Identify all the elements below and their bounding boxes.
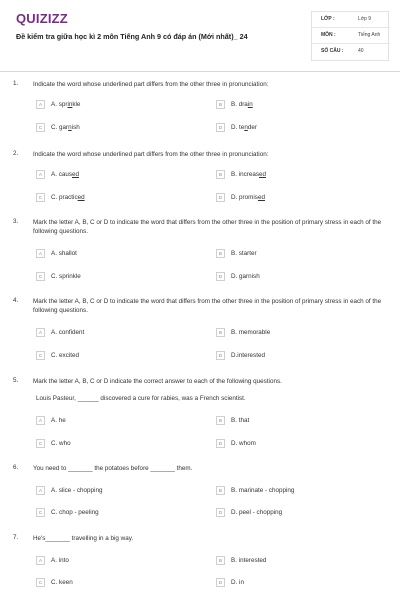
option-label: A. slice - chopping xyxy=(51,486,103,494)
option-label: A. shallot xyxy=(51,249,77,257)
option-label: B. increased xyxy=(231,170,267,178)
meta-value: 40 xyxy=(358,48,364,54)
option-letter-box: B xyxy=(216,416,225,425)
option-c[interactable] xyxy=(36,576,73,588)
option-letter-box: D xyxy=(216,123,225,132)
option-label: D. promised xyxy=(231,193,265,201)
option-label: A. confident xyxy=(51,328,85,336)
option-a[interactable] xyxy=(36,484,102,496)
meta-value: Tiếng Anh xyxy=(358,32,381,38)
option-label: A. caused xyxy=(51,170,80,178)
option-d[interactable] xyxy=(216,270,260,282)
option-c[interactable] xyxy=(36,191,85,203)
option-b[interactable] xyxy=(216,326,270,338)
option-c[interactable] xyxy=(36,506,99,518)
option-letter-box: A xyxy=(36,100,45,109)
option-letter-box: D xyxy=(216,439,225,448)
option-c[interactable] xyxy=(36,437,71,449)
meta-key: SỐ CÂU : xyxy=(321,48,344,54)
option-d[interactable] xyxy=(216,121,257,133)
option-c[interactable] xyxy=(36,270,81,282)
question-text: You need to _______ the potatoes before _______ them. xyxy=(33,465,193,472)
option-letter-box: B xyxy=(216,556,225,565)
question-number: 7. xyxy=(13,534,19,541)
document-header xyxy=(0,0,400,72)
question-number: 5. xyxy=(13,377,19,384)
option-label: D. garnish xyxy=(231,272,260,280)
option-label: D.interested xyxy=(231,351,265,359)
option-label: D. tender xyxy=(231,123,257,131)
question-text: He's_______ travelling in a big way. xyxy=(33,535,134,542)
option-letter-box: A xyxy=(36,486,45,495)
question-number: 3. xyxy=(13,218,19,225)
option-letter-box: C xyxy=(36,351,45,360)
option-letter-box: C xyxy=(36,193,45,202)
quizizz-logo: QUIZIZZ xyxy=(16,11,68,26)
option-letter-box: B xyxy=(216,328,225,337)
option-letter-box: A xyxy=(36,328,45,337)
question-number: 6. xyxy=(13,464,19,471)
option-d[interactable] xyxy=(216,506,282,518)
meta-row-subject xyxy=(312,28,390,44)
question-text: Mark the letter A, B, C or D indicate the correct answer to each of the following questions. xyxy=(33,378,282,385)
option-label: A. into xyxy=(51,556,69,564)
option-letter-box: A xyxy=(36,416,45,425)
option-letter-box: B xyxy=(216,170,225,179)
question-text: Mark the letter A, B, C or D to indicate the word that differs from the other three in the position of primary stress in each of the following questions. xyxy=(33,298,382,314)
question-sentence: Louis Pasteur, ______ discovered a cure for rabies, was a French scientist. xyxy=(36,395,246,402)
option-b[interactable] xyxy=(216,168,266,180)
meta-key: MÔN : xyxy=(321,32,336,38)
option-label: B. interested xyxy=(231,556,267,564)
option-letter-box: C xyxy=(36,272,45,281)
option-label: B. that xyxy=(231,416,250,424)
option-letter-box: C xyxy=(36,578,45,587)
question-number: 2. xyxy=(13,150,19,157)
option-label: C. who xyxy=(51,439,71,447)
option-a[interactable] xyxy=(36,414,66,426)
option-label: C. excited xyxy=(51,351,79,359)
option-label: C. practiced xyxy=(51,193,85,201)
option-b[interactable] xyxy=(216,554,266,566)
option-label: B. memorable xyxy=(231,328,271,336)
option-label: A. sprinkle xyxy=(51,100,81,108)
option-letter-box: D xyxy=(216,508,225,517)
question-number: 1. xyxy=(13,80,19,87)
option-letter-box: A xyxy=(36,556,45,565)
option-label: D. peel - chopping xyxy=(231,508,283,516)
option-label: A. he xyxy=(51,416,66,424)
meta-info-box xyxy=(311,11,389,61)
option-c[interactable] xyxy=(36,349,79,361)
meta-row-question-count xyxy=(312,44,390,60)
meta-row-grade xyxy=(312,12,390,28)
option-a[interactable] xyxy=(36,247,77,259)
option-d[interactable] xyxy=(216,576,244,588)
option-b[interactable] xyxy=(216,247,257,259)
option-label: C. chop - peeling xyxy=(51,508,99,516)
option-letter-box: C xyxy=(36,439,45,448)
question-text: Mark the letter A, B, C or D to indicate the word that differs from the other three in the position of primary stress in each of the following questions. xyxy=(33,219,382,235)
option-label: D. in xyxy=(231,578,244,586)
page-title: Đề kiểm tra giữa học kì 2 môn Tiếng Anh 9 có đáp án (Mới nhất)_ 24 xyxy=(16,32,248,41)
option-label: D. whom xyxy=(231,439,256,447)
option-letter-box: A xyxy=(36,170,45,179)
option-label: C. garnish xyxy=(51,123,80,131)
option-b[interactable] xyxy=(216,98,253,110)
option-letter-box: D xyxy=(216,272,225,281)
meta-value: Lớp 9 xyxy=(358,16,372,22)
option-d[interactable] xyxy=(216,437,256,449)
option-label: B. marinate - chopping xyxy=(231,486,295,494)
meta-key: LỚP : xyxy=(321,16,335,22)
option-letter-box: D xyxy=(216,351,225,360)
option-label: B. drain xyxy=(231,100,253,108)
option-b[interactable] xyxy=(216,414,249,426)
option-letter-box: B xyxy=(216,100,225,109)
option-a[interactable] xyxy=(36,554,69,566)
option-b[interactable] xyxy=(216,484,294,496)
option-d[interactable] xyxy=(216,349,265,361)
option-label: C. sprinkle xyxy=(51,272,81,280)
option-c[interactable] xyxy=(36,121,80,133)
option-letter-box: B xyxy=(216,486,225,495)
option-a[interactable] xyxy=(36,98,80,110)
option-label: C. keen xyxy=(51,578,73,586)
option-letter-box: C xyxy=(36,508,45,517)
option-letter-box: D xyxy=(216,578,225,587)
option-letter-box: A xyxy=(36,249,45,258)
question-number: 4. xyxy=(13,297,19,304)
question-text: Indicate the word whose underlined part differs from the other three in pronunciation: xyxy=(33,151,269,158)
question-text: Indicate the word whose underlined part differs from the other three in pronunciation: xyxy=(33,81,269,88)
option-letter-box: C xyxy=(36,123,45,132)
option-d[interactable] xyxy=(216,191,265,203)
option-label: B. starter xyxy=(231,249,257,257)
option-a[interactable] xyxy=(36,326,84,338)
option-letter-box: D xyxy=(216,193,225,202)
option-a[interactable] xyxy=(36,168,79,180)
option-letter-box: B xyxy=(216,249,225,258)
